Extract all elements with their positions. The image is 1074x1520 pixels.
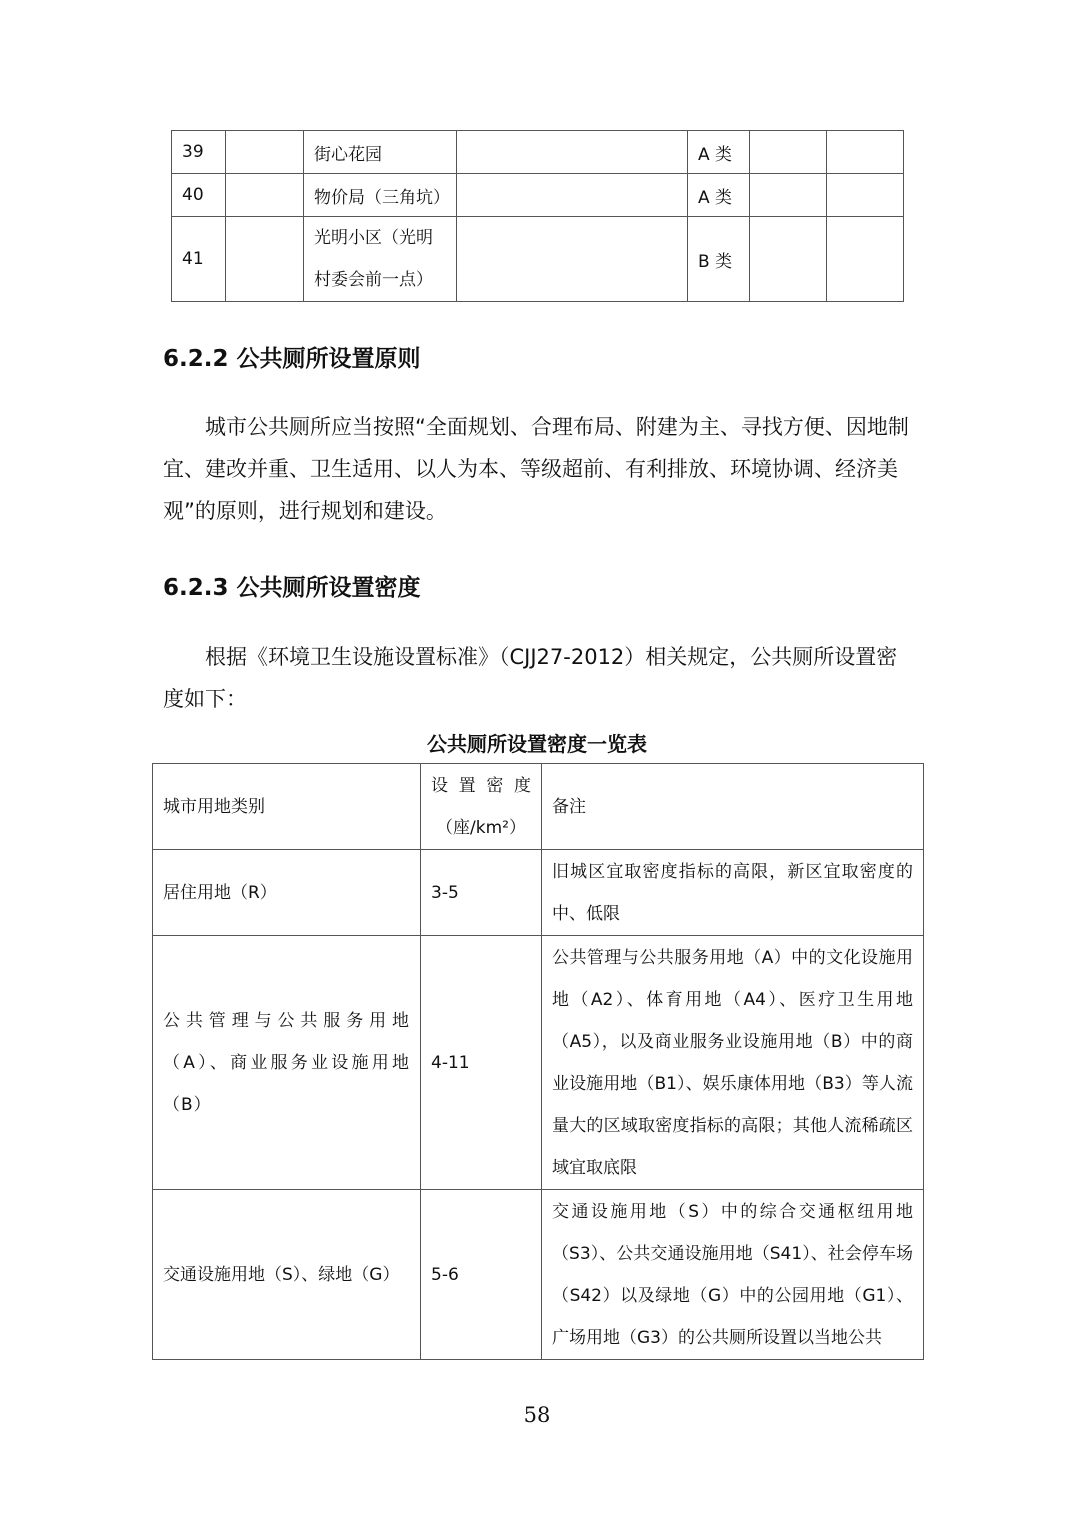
table-cell xyxy=(827,174,904,217)
paragraph-density: 根据《环境卫生设施设置标准》（CJJ27-2012）相关规定，公共厕所设置密度如下： xyxy=(163,645,898,711)
section-heading-6-2-2: 6.2.2 公共厕所设置原则 xyxy=(163,346,421,372)
table-header-row xyxy=(153,764,924,850)
land-category: 公共管理与公共服务用地（A）、商业服务业设施用地（B） xyxy=(153,936,421,1190)
table-row xyxy=(172,217,904,302)
paragraph-principles: 城市公共厕所应当按照“全面规划、合理布局、附建为主、寻找方便、因地制宜、建改并重、卫生适用、以人为本、等级超前、有利排放、环境协调、经济美观”的原则，进行规划和建设。 xyxy=(163,415,909,523)
density-value: 4-11 xyxy=(421,936,542,1190)
table-row xyxy=(172,174,904,217)
facility-name-line: 光明小区（光明 xyxy=(314,228,433,248)
remark: 公共管理与公共服务用地（A）中的文化设施用地（A2）、体育用地（A4）、医疗卫生用地（A5），以及商业服务业设施用地（B）中的商业设施用地（B1）、娱乐康体用地（B3）等人流量大的区域取密度指标的高限；其他人流稀疏区域宜取底限 xyxy=(542,936,924,1190)
facility-name: 物价局（三角坑） xyxy=(304,174,457,217)
density-table xyxy=(152,763,924,1360)
facility-name-line: 村委会前一点） xyxy=(314,270,433,290)
table-cell xyxy=(750,131,827,174)
table-cell xyxy=(750,217,827,302)
facility-table xyxy=(171,130,904,302)
row-number: 41 xyxy=(172,217,226,302)
table-cell xyxy=(457,131,688,174)
header-density xyxy=(421,764,542,850)
facility-category: A 类 xyxy=(688,131,750,174)
header-density-line: 设置密度 xyxy=(431,775,531,796)
row-number: 40 xyxy=(172,174,226,217)
page-number: 58 xyxy=(523,1403,551,1427)
table-cell xyxy=(827,131,904,174)
facility-category: B 类 xyxy=(688,217,750,302)
table-row xyxy=(153,1190,924,1360)
table-cell xyxy=(457,217,688,302)
table-row xyxy=(172,131,904,174)
table-cell xyxy=(750,174,827,217)
remark: 交通设施用地（S）中的综合交通枢纽用地（S3）、公共交通设施用地（S41）、社会停车场（S42）以及绿地（G）中的公园用地（G1）、广场用地（G3）的公共厕所设置以当地公共 xyxy=(542,1190,924,1360)
header-remark: 备注 xyxy=(542,764,924,850)
header-density-unit: （座/km²） xyxy=(436,817,526,838)
land-category: 交通设施用地（S）、绿地（G） xyxy=(153,1190,421,1360)
table-cell xyxy=(827,217,904,302)
land-category: 居住用地（R） xyxy=(153,850,421,936)
facility-category: A 类 xyxy=(688,174,750,217)
facility-name: 街心花园 xyxy=(304,131,457,174)
density-value: 5-6 xyxy=(421,1190,542,1360)
facility-name xyxy=(304,217,457,302)
table-cell xyxy=(226,174,304,217)
table-cell xyxy=(226,217,304,302)
table-cell xyxy=(457,174,688,217)
table-caption: 公共厕所设置密度一览表 xyxy=(427,732,647,756)
row-number: 39 xyxy=(172,131,226,174)
table-row xyxy=(153,850,924,936)
table-row xyxy=(153,936,924,1190)
header-category: 城市用地类别 xyxy=(153,764,421,850)
remark: 旧城区宜取密度指标的高限，新区宜取密度的中、低限 xyxy=(542,850,924,936)
density-value: 3-5 xyxy=(421,850,542,936)
table-cell xyxy=(226,131,304,174)
section-heading-6-2-3: 6.2.3 公共厕所设置密度 xyxy=(163,575,421,601)
